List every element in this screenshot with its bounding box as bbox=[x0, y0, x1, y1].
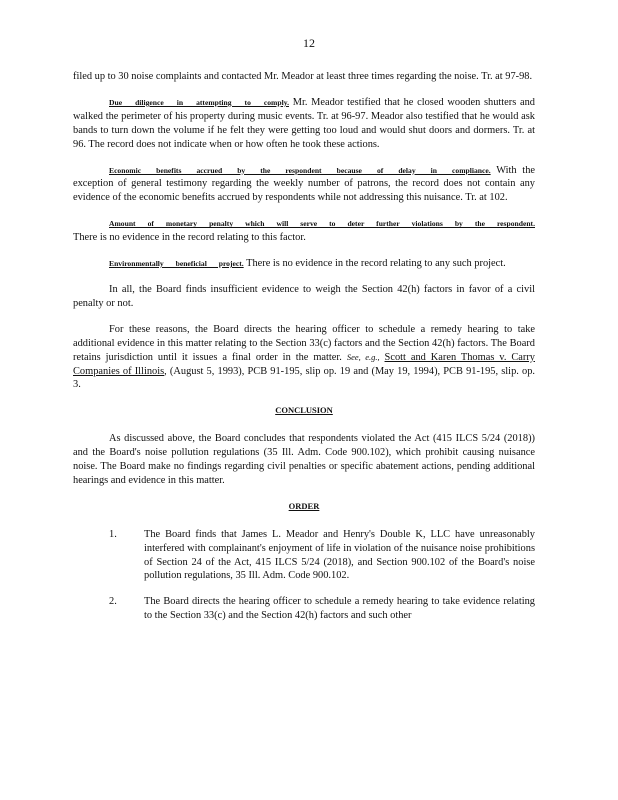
see-citation-signal: See, e.g., bbox=[346, 351, 380, 362]
reasons-text: For these reasons, the Board directs the hearing officer to schedule a remedy hearing to take additional evidence in this matter relating to the Section 33(c) factors and the Section 42(h) factors. The Board retains jurisdiction until it issues a final order in the matter. bbox=[73, 323, 535, 363]
paragraph-in-all: In all, the Board finds insufficient evidence to weigh the Section 42(h) factors in favor of a civil penalty or not. bbox=[73, 283, 535, 309]
environmental-project-text: There is no evidence in the record relating to any such project. bbox=[246, 258, 506, 270]
case-citation: , (August 5, 1993), PCB 91-195, slip op. 19 and (May 19, 1994), PCB 91-195, slip. op. 3. bbox=[73, 365, 536, 391]
conclusion-text: As discussed above, the Board concludes that respondents violated the Act (415 ILCS 5/24 (2018)) and the Board's noise pollution regulations (35 Ill. Adm. Code 900.102), which prohibit causing nuisance noise. The Board make no findings regarding civil penalties or specific abatement actions, pending additional hearings and evidence in this matter. bbox=[73, 433, 535, 486]
order-heading: ORDER bbox=[288, 500, 320, 511]
monetary-penalty-heading: Amount of monetary penalty which will serve to deter further violations by the respondent. bbox=[109, 219, 535, 229]
economic-benefits-text: With the exception of general testimony regarding the weekly number of patrons, the record does not contain any evidence of the economic benefits accrued by respondents while not addressing this nuisance. Tr. at 102. bbox=[73, 164, 535, 204]
order-item-number: 1. bbox=[109, 528, 117, 540]
document-body bbox=[73, 70, 535, 635]
monetary-penalty-text: There is no evidence in the record relating to this factor. bbox=[73, 232, 306, 244]
order-item-number: 2. bbox=[109, 596, 117, 608]
conclusion-heading: CONCLUSION bbox=[275, 405, 333, 416]
order-item-text: The Board directs the hearing officer to schedule a remedy hearing to take evidence relating to the Section 33(c) and the Section 42(h) factors and such other bbox=[144, 596, 535, 622]
monetary-penalty-section bbox=[73, 217, 535, 245]
environmental-project-heading: Environmentally beneficial project. bbox=[109, 259, 244, 269]
due-diligence-heading: Due diligence in attempting to comply. bbox=[109, 97, 289, 107]
economic-benefits-heading: Economic benefits accrued by the respondent because of delay in compliance. bbox=[109, 165, 491, 175]
economic-benefits-section bbox=[73, 164, 535, 206]
page-number: 12 bbox=[303, 36, 315, 50]
order-item-text: The Board finds that James L. Meador and Henry's Double K, LLC have unreasonably interfered with complainant's enjoyment of life in violation of the nuisance noise prohibitions of Section 24 of the Act, 415 ILCS 5/24 (2018), and Section 900.102 of the Board's noise pollution regulations, 35 Ill. Adm. Code 900.102. bbox=[144, 528, 535, 582]
order-item-1 bbox=[73, 528, 535, 584]
order-item-2 bbox=[73, 595, 535, 623]
paragraph-reasons bbox=[73, 323, 535, 393]
due-diligence-section bbox=[73, 96, 535, 152]
case-name: Scott and Karen Thomas v. Carry Companies of Illinois bbox=[73, 351, 535, 377]
environmental-project-section bbox=[73, 257, 535, 271]
due-diligence-text: Mr. Meador testified that he closed wooden shutters and walked the perimeter of his property during music events. Tr. at 96-97. Meador also testified that he would ask bands to turn down the volume if he felt they were getting too loud and would shut doors and dormers. Tr. at 96. The record does not indicate when or how often he took these actions. bbox=[73, 96, 535, 150]
paragraph-complaints: filed up to 30 noise complaints and contacted Mr. Meador at least three times regarding the noise. Tr. at 97-98. bbox=[73, 71, 533, 82]
